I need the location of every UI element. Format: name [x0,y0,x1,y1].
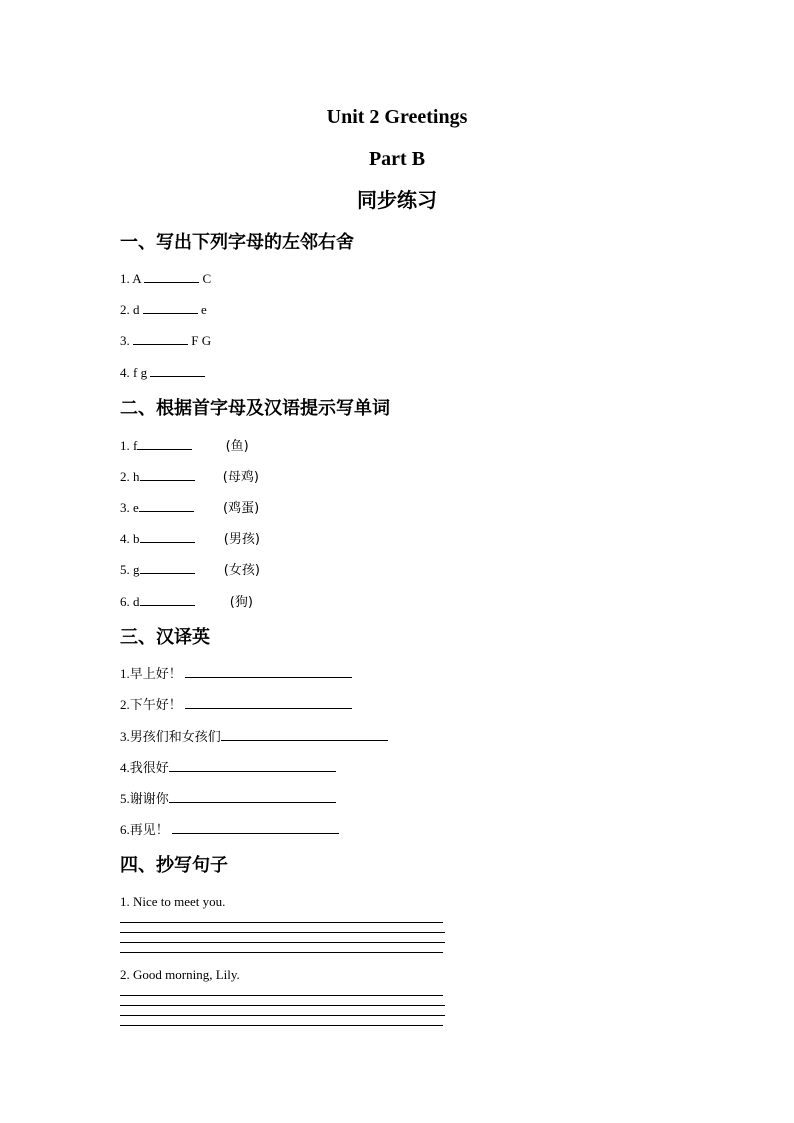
s4-item-2-line-1[interactable] [120,995,443,996]
s2-item-5 [120,561,260,579]
s2-item-5-prefix: 5. g [120,562,140,577]
s3-item-6-num: 6. [120,822,130,837]
s2-item-3-hint: (鸡蛋) [223,501,260,516]
s1-item-1-after: C [202,271,212,286]
s1-item-4 [120,364,205,381]
s1-item-1-prefix: 1. A [120,271,141,286]
s2-item-3-blank[interactable] [139,499,194,512]
s2-item-6 [120,593,253,611]
s2-item-1-prefix: 1. f [120,438,138,453]
s2-item-1-blank[interactable] [137,437,192,450]
s3-item-2-num: 2. [120,697,130,712]
s2-item-1-hint: (鱼) [225,439,249,454]
s3-item-2-text: 下午好！ [129,698,182,713]
s3-item-1-text: 早上好！ [129,667,182,682]
s2-item-5-hint: (女孩) [223,563,260,578]
s2-item-4-blank[interactable] [140,530,195,543]
s4-item-1-line-1[interactable] [120,922,443,923]
s2-item-4-hint: (男孩) [223,532,260,547]
s2-item-6-hint: (狗) [229,595,253,610]
s1-item-3-after: F G [191,333,212,348]
s3-item-3-blank[interactable] [221,728,388,741]
s3-item-2 [120,696,352,714]
s2-item-5-blank[interactable] [140,561,195,574]
s3-item-6 [120,821,339,839]
s1-item-2-after: e [201,302,207,317]
s4-item-2-line-3[interactable] [120,1015,445,1016]
s3-item-5-num: 5. [120,791,130,806]
s2-item-2-prefix: 2. h [120,469,140,484]
s3-item-2-blank[interactable] [185,696,352,709]
s2-item-6-prefix: 6. d [120,594,140,609]
s3-item-1-num: 1. [120,666,130,681]
s2-item-1 [120,437,249,455]
s1-item-4-prefix: 4. f g [120,365,148,380]
page-title: Unit 2 Greetings [326,106,468,128]
s3-item-3-text: 男孩们和女孩们 [129,730,221,745]
s2-item-2 [120,468,259,486]
s3-item-6-text: 再见！ [129,823,169,838]
s3-item-4-text: 我很好 [129,761,169,776]
s1-item-4-blank[interactable] [150,364,205,377]
s1-item-3-prefix: 3. [120,333,130,348]
s2-item-2-blank[interactable] [140,468,195,481]
s3-item-6-blank[interactable] [172,821,339,834]
section-3-title: 三、汉译英 [120,627,210,648]
s2-item-3 [120,499,259,517]
s4-item-2-line-2[interactable] [120,1005,445,1006]
s2-item-2-hint: (母鸡) [222,470,259,485]
s3-item-5-text: 谢谢你 [129,792,169,807]
s1-item-2-blank[interactable] [143,301,198,314]
s3-item-3-num: 3. [120,729,130,744]
s2-item-6-blank[interactable] [140,593,195,606]
s2-item-4-prefix: 4. b [120,531,140,546]
s3-item-5 [120,790,336,808]
section-2-title: 二、根据首字母及汉语提示写单词 [120,398,390,419]
section-1-title: 一、写出下列字母的左邻右舍 [120,232,354,253]
s3-item-1 [120,665,352,683]
s1-item-1-blank[interactable] [144,270,199,283]
s4-item-2-text: 2. Good morning, Lily. [120,967,240,982]
page-subtitle-cn: 同步练习 [357,188,437,212]
s4-item-2-line-4[interactable] [120,1025,443,1026]
s4-item-1-line-3[interactable] [120,942,445,943]
s3-item-4 [120,759,336,777]
s1-item-3 [120,332,211,349]
s2-item-3-prefix: 3. e [120,500,139,515]
s1-item-3-blank[interactable] [133,332,188,345]
page-subtitle: Part B [368,148,426,170]
section-4-title: 四、抄写句子 [120,855,228,876]
s3-item-4-blank[interactable] [169,759,336,772]
s4-item-1-line-2[interactable] [120,932,445,933]
s3-item-4-num: 4. [120,760,130,775]
s3-item-1-blank[interactable] [185,665,352,678]
s3-item-5-blank[interactable] [169,790,336,803]
s4-item-1-text: 1. Nice to meet you. [120,894,226,909]
s1-item-2-prefix: 2. d [120,302,140,317]
s2-item-4 [120,530,260,548]
s1-item-1 [120,270,211,287]
s4-item-1-line-4[interactable] [120,952,443,953]
s3-item-3 [120,728,388,746]
s1-item-2 [120,301,207,318]
